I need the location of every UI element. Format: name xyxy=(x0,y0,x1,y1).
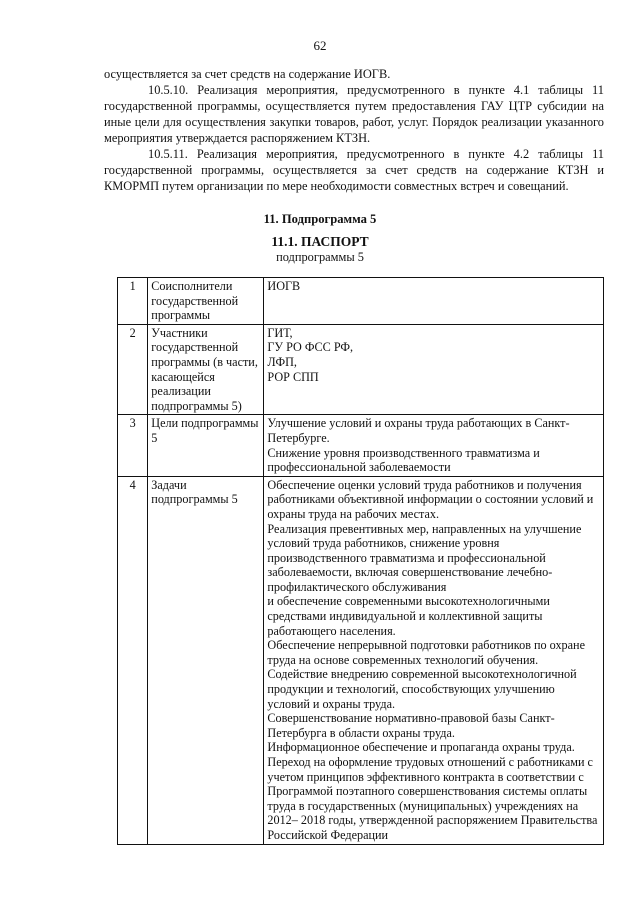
passport-heading: 11.1. ПАСПОРТ xyxy=(271,234,369,249)
value-line: ИОГВ xyxy=(267,279,301,293)
intro-text xyxy=(104,66,604,194)
value-line: ГУ РО ФСС РФ, xyxy=(267,340,354,355)
paragraph-10-5-10: 10.5.10. Реализация мероприятия, предусмотренного в пункте 4.1 таблицы 11 государственной программы, осуществляется путем предоставления ГАУ ЦТР субсидии на иные цели для осуществления закупки товаров, работ, услуг. Порядок реализации указанного мероприятия утверждается распоряжением КТЗН. xyxy=(104,83,604,145)
passport-table xyxy=(117,277,604,845)
row-number: 4 xyxy=(118,476,148,844)
value-line: Информационное обеспечение и пропаганда охраны труда. xyxy=(267,740,575,755)
row-number: 2 xyxy=(118,324,148,415)
value-line: ГИТ, xyxy=(267,325,293,340)
passport-subtitle: подпрограммы 5 xyxy=(276,250,364,264)
row-name: Соисполнители государственной программы xyxy=(148,278,264,325)
value-line: Обеспечение оценки условий труда работников и получения работниками объективной информации о состоянии условий и охраны труда на рабочих местах. xyxy=(267,477,594,521)
value-line: ЛФП, xyxy=(267,354,297,369)
row-name: Участники государственной программы (в части, касающейся реализации подпрограммы 5) xyxy=(148,324,264,415)
row-value xyxy=(264,415,604,476)
value-line: Снижение уровня производственного травматизма и профессиональной заболеваемости xyxy=(267,445,540,475)
row-name: Задачи подпрограммы 5 xyxy=(148,476,264,844)
section-heading: 11. Подпрограмма 5 xyxy=(263,212,377,226)
value-line: Улучшение условий и охраны труда работающих в Санкт-Петербурге. xyxy=(267,416,570,445)
value-line: и обеспечение современными высокотехнологичными средствами индивидуальной и коллективной защиты работающего населения. xyxy=(267,594,550,638)
value-line: Совершенствование нормативно-правовой базы Санкт-Петербурга в области охраны труда. xyxy=(267,711,555,740)
value-line: Содействие внедрению современной высокотехнологичной продукции и технологий, способствующих улучшению условий и охраны труда. xyxy=(267,667,577,711)
table-row xyxy=(118,415,604,476)
value-line: Реализация превентивных мер, направленных на улучшение условий труда работников, снижение уровня производственного травматизма и профессиональной заболеваемости, включая совершенствование лечебно-профилактического обслуживания xyxy=(267,521,582,594)
row-number: 3 xyxy=(118,415,148,476)
paragraph-1: осуществляется за счет средств на содержание ИОГВ. xyxy=(104,67,391,81)
row-value xyxy=(264,324,604,415)
value-line: Обеспечение непрерывной подготовки работников по охране труда на основе современных технологий обучения. xyxy=(267,638,585,667)
table-row xyxy=(118,278,604,325)
row-name: Цели подпрограммы 5 xyxy=(148,415,264,476)
page-number: 62 xyxy=(313,38,327,53)
value-line: РОР СПП xyxy=(267,369,319,384)
table-row xyxy=(118,476,604,844)
value-line: Переход на оформление трудовых отношений с работниками с учетом принципов эффективного контракта в соответствии с Программой поэтапного совершенствования системы оплаты труда в государственных (муниципальных) учреждениях на 2012– 2018 годы, утвержденной распоряжением Правительства Российской Федерации xyxy=(267,755,598,842)
paragraph-10-5-11: 10.5.11. Реализация мероприятия, предусмотренного в пункте 4.2 таблицы 11 государственной программы, осуществляется за счет средств на содержание КТЗН и КМОРМП путем организации по мере необходимости совместных встреч и совещаний. xyxy=(104,147,604,193)
row-value xyxy=(264,476,604,844)
table-row xyxy=(118,324,604,415)
row-number: 1 xyxy=(118,278,148,325)
row-value xyxy=(264,278,604,325)
